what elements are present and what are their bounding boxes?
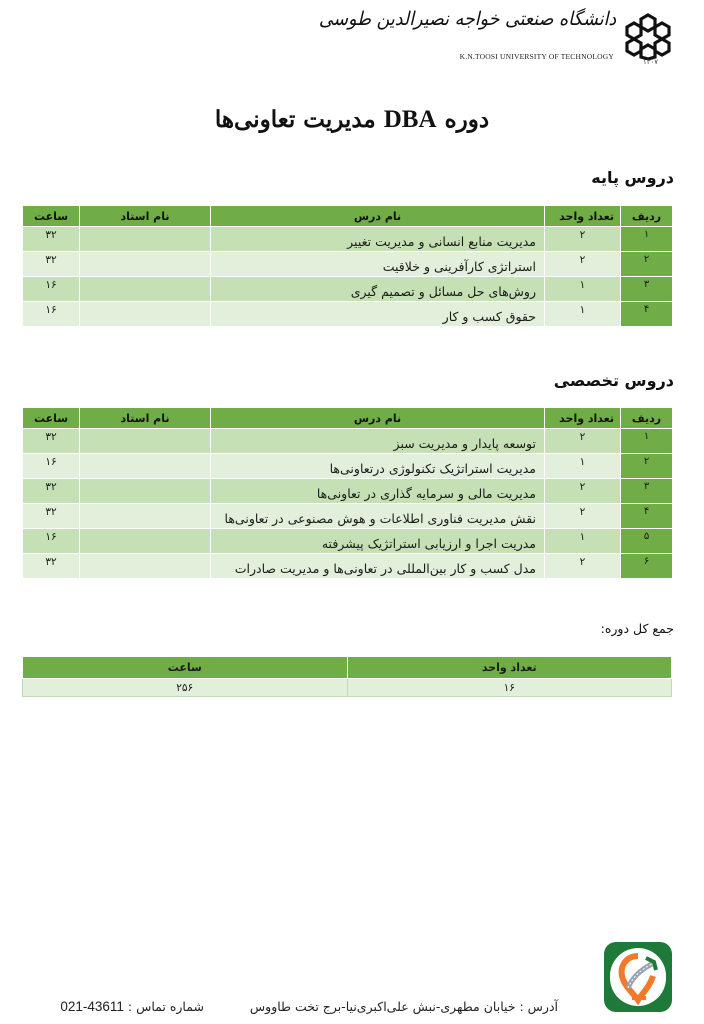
row-number: ۴	[621, 302, 673, 327]
table-row	[23, 277, 673, 302]
table-row	[23, 227, 673, 252]
specialized-courses-title: دروس تخصصی	[553, 371, 674, 390]
teacher-cell	[80, 429, 211, 454]
totals-header-row	[23, 657, 672, 679]
course-name-cell: مدیریت منابع انسانی و مدیریت تغییر	[211, 227, 545, 252]
totals-row	[23, 679, 672, 697]
units-cell: ۲	[545, 504, 621, 529]
col-header-hours: ساعت	[23, 408, 80, 429]
teacher-cell	[80, 554, 211, 579]
course-name-cell: مدیریت مالی و سرمایه گذاری در تعاونی‌ها	[211, 479, 545, 504]
col-header-row: ردیف	[621, 408, 673, 429]
table-row	[23, 454, 673, 479]
table-row	[23, 529, 673, 554]
footer-address: آدرس : خیابان مطهری-نبش علی‌اکبری‌نیا-برج تخت طاووس	[249, 999, 558, 1014]
units-cell: ۲	[545, 479, 621, 504]
table-row	[23, 554, 673, 579]
units-cell: ۲	[545, 227, 621, 252]
totals-hours-header: ساعت	[23, 657, 348, 679]
hours-cell: ۳۲	[23, 252, 80, 277]
col-header-row: ردیف	[621, 206, 673, 227]
university-name-en: K.N.TOOSI UNIVERSITY OF TECHNOLOGY	[459, 52, 614, 61]
col-header-course: نام درس	[211, 408, 545, 429]
teacher-cell	[80, 479, 211, 504]
page-title	[0, 106, 704, 134]
table-row	[23, 429, 673, 454]
row-number: ۱	[621, 227, 673, 252]
course-name-cell: استراتژی کارآفرینی و خلاقیت	[211, 252, 545, 277]
teacher-cell	[80, 277, 211, 302]
units-cell: ۱	[545, 277, 621, 302]
table-row	[23, 302, 673, 327]
footer-phone-label: شماره تماس :	[123, 999, 204, 1014]
teacher-cell	[80, 529, 211, 554]
emblem-year: ۱۳۰۷	[642, 58, 658, 66]
row-number: ۲	[621, 454, 673, 479]
footer-contact	[18, 999, 558, 1014]
units-cell: ۱	[545, 302, 621, 327]
teacher-cell	[80, 302, 211, 327]
basic-courses-table	[22, 205, 673, 327]
title-suffix: مدیریت تعاونی‌ها	[214, 106, 376, 133]
course-name-cell: مدل کسب و کار بین‌المللی در تعاونی‌ها و مدیریت صادرات	[211, 554, 545, 579]
university-logo	[318, 6, 672, 66]
col-header-teacher: نام استاد	[80, 206, 211, 227]
course-name-cell: توسعه پایدار و مدیریت سبز	[211, 429, 545, 454]
row-number: ۴	[621, 504, 673, 529]
teacher-cell	[80, 454, 211, 479]
row-number: ۶	[621, 554, 673, 579]
table-header-row	[23, 206, 673, 227]
course-total-label: جمع کل دوره:	[600, 621, 674, 636]
col-header-course: نام درس	[211, 206, 545, 227]
title-latin: DBA	[383, 106, 437, 133]
footer-phone-number: 021-43611	[60, 999, 124, 1014]
teacher-cell	[80, 504, 211, 529]
totals-units-header: تعداد واحد	[347, 657, 672, 679]
institute-logo	[604, 942, 672, 1012]
row-number: ۵	[621, 529, 673, 554]
table-row	[23, 504, 673, 529]
title-prefix: دوره	[444, 106, 490, 133]
row-number: ۱	[621, 429, 673, 454]
col-header-units: تعداد واحد	[545, 206, 621, 227]
row-number: ۳	[621, 479, 673, 504]
units-cell: ۲	[545, 554, 621, 579]
hours-cell: ۳۲	[23, 554, 80, 579]
road-map-pin-icon	[610, 948, 666, 1006]
units-cell: ۲	[545, 252, 621, 277]
course-name-cell: مدیریت استراتژیک تکنولوژی درتعاونی‌ها	[211, 454, 545, 479]
col-header-teacher: نام استاد	[80, 408, 211, 429]
teacher-cell	[80, 252, 211, 277]
total-hours-value: ۲۵۶	[23, 679, 348, 697]
row-number: ۲	[621, 252, 673, 277]
units-cell: ۱	[545, 529, 621, 554]
table-row	[23, 252, 673, 277]
col-header-units: تعداد واحد	[545, 408, 621, 429]
table-header-row	[23, 408, 673, 429]
university-emblem-icon	[624, 12, 672, 60]
hours-cell: ۳۲	[23, 227, 80, 252]
course-name-cell: نقش مدیریت فناوری اطلاعات و هوش مصنوعی در تعاونی‌ها	[211, 504, 545, 529]
units-cell: ۲	[545, 429, 621, 454]
row-number: ۳	[621, 277, 673, 302]
course-name-cell: حقوق کسب و کار	[211, 302, 545, 327]
hours-cell: ۱۶	[23, 302, 80, 327]
teacher-cell	[80, 227, 211, 252]
hours-cell: ۱۶	[23, 454, 80, 479]
hours-cell: ۱۶	[23, 277, 80, 302]
basic-courses-title: دروس پایه	[591, 168, 674, 187]
units-cell: ۱	[545, 454, 621, 479]
totals-table	[22, 656, 672, 697]
hours-cell: ۱۶	[23, 529, 80, 554]
hours-cell: ۳۲	[23, 504, 80, 529]
course-name-cell: مدریت اجرا و ارزیابی استراتژیک پیشرفته	[211, 529, 545, 554]
table-row	[23, 479, 673, 504]
course-name-cell: روش‌های حل مسائل و تصمیم گیری	[211, 277, 545, 302]
specialized-courses-table	[22, 407, 673, 579]
col-header-hours: ساعت	[23, 206, 80, 227]
university-name-fa: دانشگاه صنعتی خواجه نصیرالدین طوسی	[318, 8, 616, 30]
total-units-value: ۱۶	[347, 679, 672, 697]
hours-cell: ۳۲	[23, 429, 80, 454]
hours-cell: ۳۲	[23, 479, 80, 504]
